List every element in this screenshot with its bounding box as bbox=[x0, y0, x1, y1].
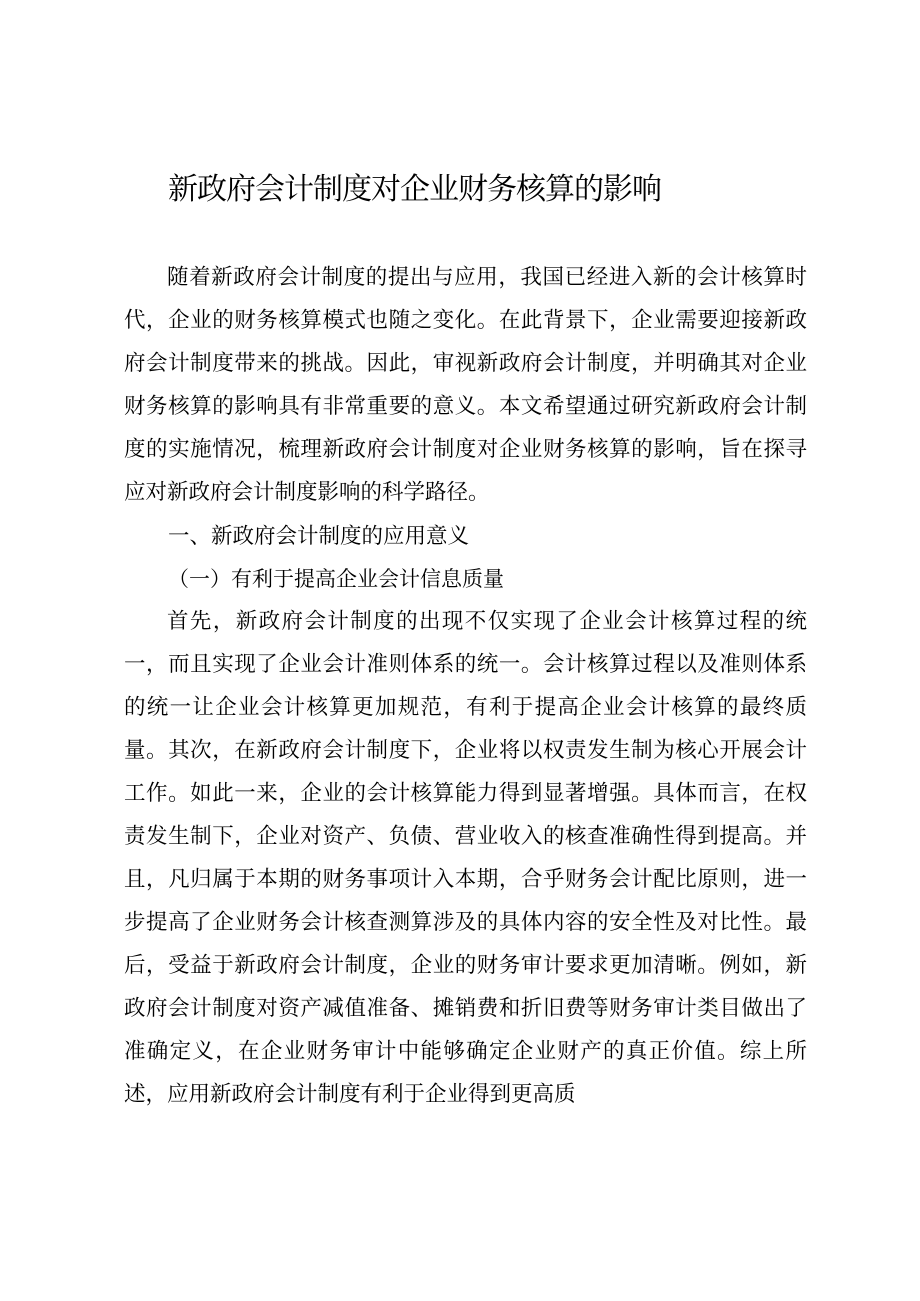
document-title: 新政府会计制度对企业财务核算的影响 bbox=[168, 172, 661, 207]
section-heading: 一、新政府会计制度的应用意义 bbox=[168, 524, 470, 549]
intro-paragraph: 随着新政府会计制度的提出与应用，我国已经进入新的会计核算时代，企业的财务核算模式也随之变化。在此背景下，企业需要迎接新政府会计制度带来的挑战。因此，审视新政府会计制度，并明确其对企业财务核算的影响具有非常重要的意义。本文希望通过研究新政府会计制度的实施情况，梳理新政府会计制度对企业财务核算的影响，旨在探寻应对新政府会计制度影响的科学路径。 bbox=[124, 265, 807, 505]
subsection-paragraph: 首先，新政府会计制度的出现不仅实现了企业会计核算过程的统一，而且实现了企业会计准则体系的统一。会计核算过程以及准则体系的统一让企业会计核算更加规范，有利于提高企业会计核算的最终质量。其次，在新政府会计制度下，企业将以权责发生制为核心开展会计工作。如此一来，企业的会计核算能力得到显著增强。具体而言，在权责发生制下，企业对资产、负债、营业收入的核查准确性得到提高。并且，凡归属于本期的财务事项计入本期，合乎财务会计配比原则，进一步提高了企业财务会计核查测算涉及的具体内容的安全性及对比性。最后，受益于新政府会计制度，企业的财务审计要求更加清晰。例如，新政府会计制度对资产减值准备、摊销费和折旧费等财务审计类目做出了准确定义，在企业财务审计中能够确定企业财产的真正价值。综上所述，应用新政府会计制度有利于企业得到更高质 bbox=[124, 609, 807, 1107]
subsection-heading: （一）有利于提高企业会计信息质量 bbox=[168, 567, 504, 591]
